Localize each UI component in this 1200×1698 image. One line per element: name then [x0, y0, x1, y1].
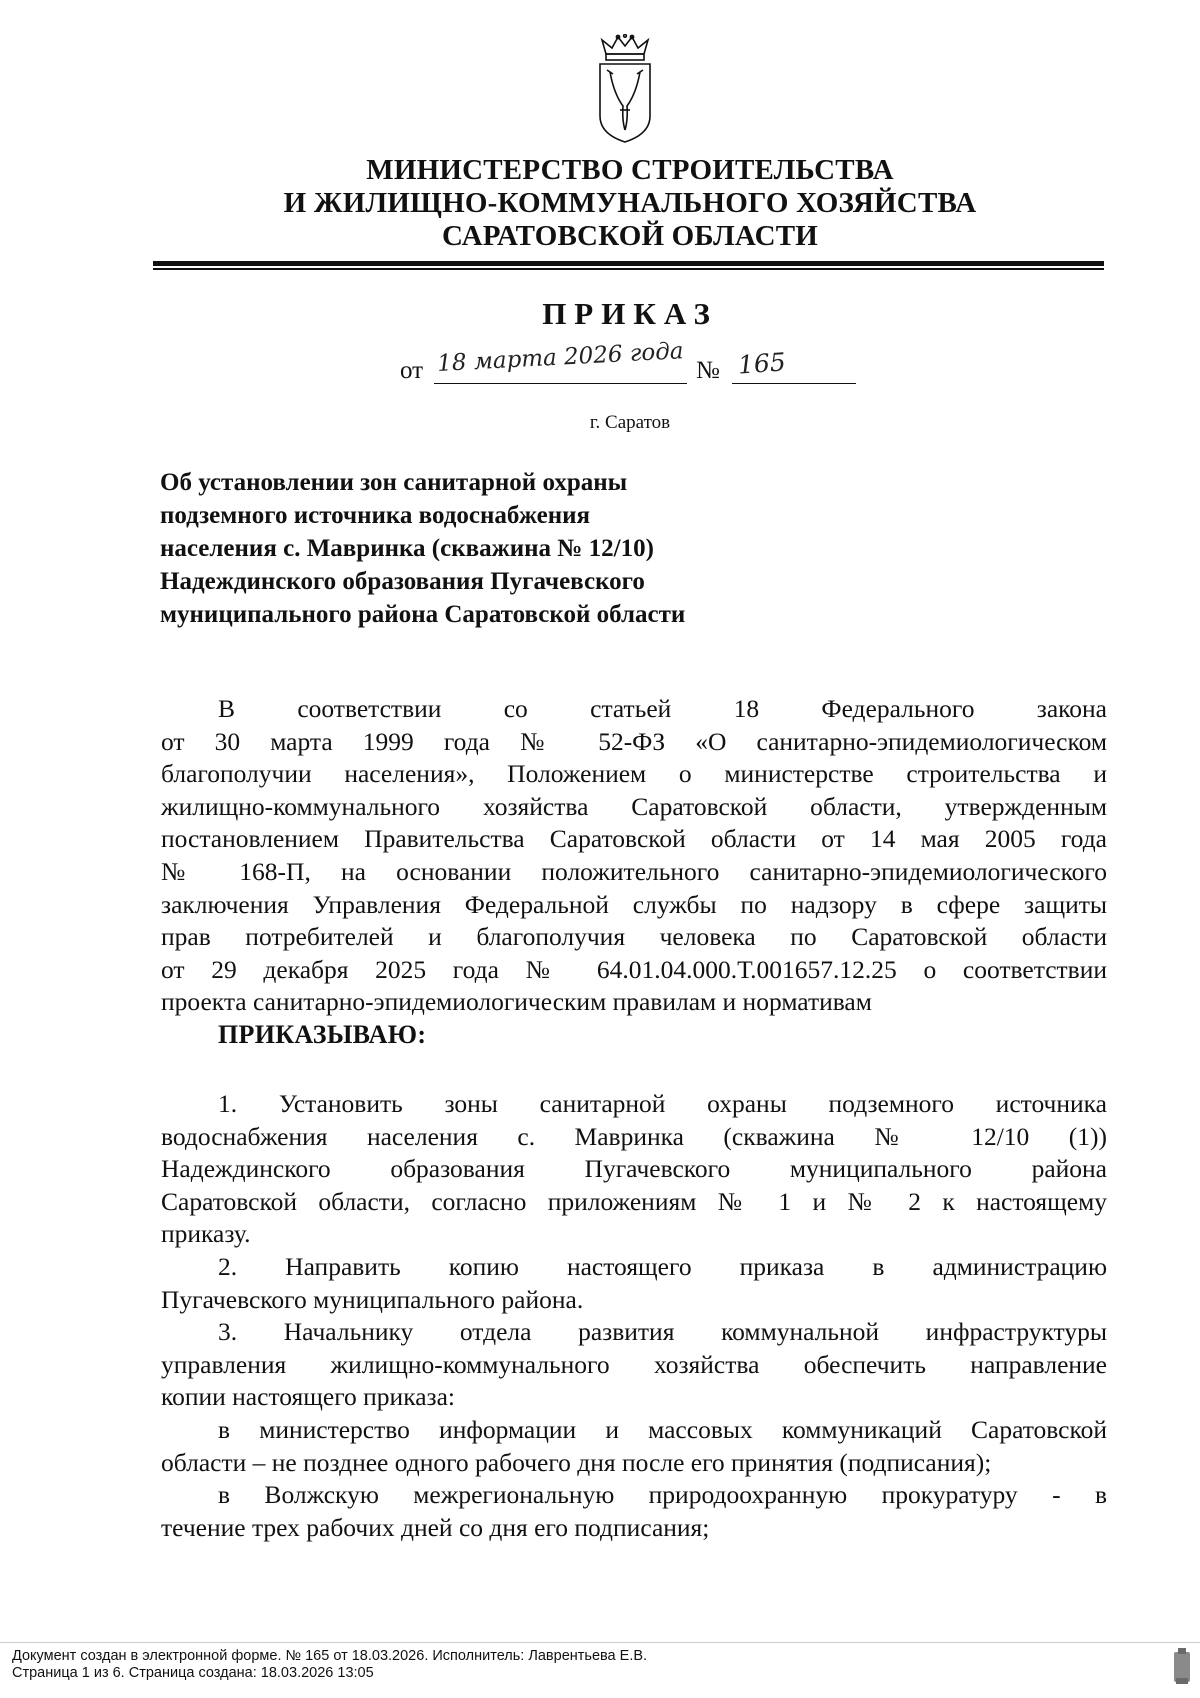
- preamble-paragraph: [161, 693, 1107, 1019]
- subject-line: муниципального района Саратовской области: [160, 601, 686, 628]
- number-field: [732, 347, 856, 384]
- date-prefix: от: [400, 357, 424, 384]
- ministry-line-2: И ЖИЛИЩНО-КОММУНАЛЬНОГО ХОЗЯЙСТВА: [283, 187, 977, 219]
- order-item-line: в министерство информации и массовых коммуникаций Саратовской: [218, 1414, 1107, 1444]
- order-item-line: 3. Начальнику отдела развития коммунальной инфраструктуры: [218, 1317, 1107, 1347]
- order-item-line: Надеждинского образования Пугачевского муниципального района: [161, 1154, 1107, 1184]
- header-divider-thick: [153, 261, 1104, 266]
- footer-line-1: Документ создан в электронной форме. № 165 от 18.03.2026. Исполнитель: Лаврентьева Е.В.: [12, 1648, 648, 1664]
- preamble-line: прав потребителей и благополучия человека по Саратовской области: [161, 922, 1107, 952]
- coat-of-arms-icon: [592, 34, 658, 146]
- city: г. Саратов: [589, 412, 671, 433]
- handwritten-date: 18 марта 2026 года: [436, 338, 685, 377]
- order-item-line: в Волжскую межрегиональную природоохранную прокуратуру - в: [218, 1480, 1107, 1510]
- order-item-line: Саратовской области, согласно приложениям № 1 и № 2 к настоящему: [161, 1186, 1107, 1216]
- handwritten-number: 165: [737, 347, 787, 380]
- header-divider-thin: [153, 268, 1104, 270]
- order-date-number-line: [398, 338, 868, 391]
- order-item-line: водоснабжения населения с. Мавринка (скважина № 12/10 (1)): [161, 1121, 1107, 1151]
- subject-line: Надеждинского образования Пугачевского: [160, 568, 645, 595]
- order-item-line: приказу.: [161, 1219, 251, 1249]
- number-sign: №: [696, 357, 720, 384]
- subject-line: Об установлении зон санитарной охраны: [160, 469, 628, 496]
- order-item-line: Пугачевского муниципального района.: [161, 1284, 584, 1314]
- preamble-line: благополучии населения», Положением о министерстве строительства и: [161, 759, 1107, 789]
- date-field: [434, 338, 687, 384]
- footer-divider: [0, 1642, 1200, 1643]
- order-items: [161, 1088, 1107, 1544]
- preamble-line: от 30 марта 1999 года № 52-ФЗ «О санитарно-эпидемиологическом: [161, 726, 1107, 756]
- order-item-line: копии настоящего приказа:: [161, 1382, 455, 1412]
- order-item-line: 2. Направить копию настоящего приказа в администрацию: [218, 1251, 1107, 1281]
- order-item-line: управления жилищно-коммунального хозяйства обеспечить направление: [161, 1349, 1107, 1379]
- directive-heading: ПРИКАЗЫВАЮ:: [218, 1020, 427, 1049]
- order-item-line: 1. Установить зоны санитарной охраны подземного источника: [218, 1089, 1107, 1118]
- document-title: ПРИКАЗ: [542, 296, 718, 331]
- ministry-name: [160, 154, 1100, 253]
- preamble-line: В соответствии со статьей 18 Федерального закона: [218, 694, 1107, 723]
- order-subject: [160, 466, 800, 631]
- ministry-line-3: САРАТОВСКОЙ ОБЛАСТИ: [441, 220, 819, 252]
- order-item-line: области – не позднее одного рабочего дня после его принятия (подписания);: [161, 1447, 992, 1477]
- subject-line: подземного источника водоснабжения: [160, 502, 591, 529]
- ministry-line-1: МИНИСТЕРСТВО СТРОИТЕЛЬСТВА: [366, 154, 894, 186]
- order-item-line: течение трех рабочих дней со дня его подписания;: [161, 1512, 710, 1542]
- footer-line-2: Страница 1 из 6. Страница создана: 18.03.2026 13:05: [12, 1665, 374, 1681]
- preamble-line: от 29 декабря 2025 года № 64.01.04.000.Т.001657.12.25 о соответствии: [161, 954, 1107, 984]
- preamble-line: № 168-П, на основании положительного санитарно-эпидемиологического: [161, 856, 1107, 886]
- document-footer: [12, 1648, 647, 1682]
- preamble-line: заключения Управления Федеральной службы по надзору в сфере защиты: [161, 889, 1107, 919]
- preamble-line: постановлением Правительства Саратовской области от 14 мая 2005 года: [161, 824, 1107, 854]
- subject-line: населения с. Мавринка (скважина № 12/10): [160, 535, 654, 562]
- preamble-line: жилищно-коммунального хозяйства Саратовской области, утвержденным: [161, 791, 1107, 821]
- preamble-line: проекта санитарно-эпидемиологическим правилам и нормативам: [161, 987, 872, 1017]
- signature-stamp-icon: [1172, 1648, 1192, 1686]
